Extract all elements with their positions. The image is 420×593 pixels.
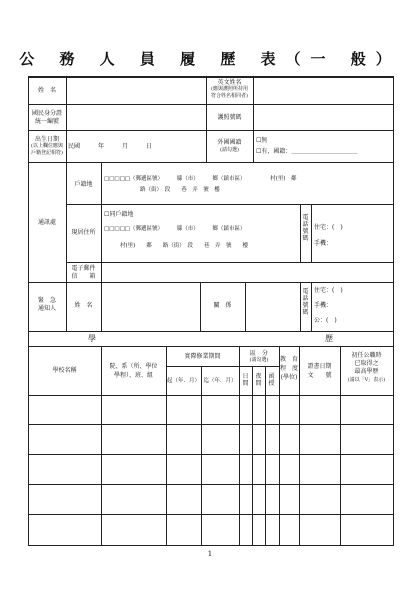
english-name-field[interactable] [254,77,392,103]
birth-value[interactable]: 民國 年 月 日 [68,143,153,150]
english-name-label-1: 英文姓名 [217,79,242,86]
col-line [201,366,202,545]
education-left-char: 學 [88,334,96,343]
current-line-1[interactable]: □□□□□（郵遞區號） 縣（市） 鄉（鎮市區） [104,226,246,232]
page-number: 1 [207,550,213,558]
from-header: 起（年．月） [166,378,200,384]
current-line-2[interactable]: 村(里) 鄰 路（街） 段 巷 弄 號 樓 [120,243,249,249]
right-border [393,76,394,546]
name-label: 姓 名 [37,87,56,94]
address-label: 通訊處 [37,219,56,226]
correspondence-header: 函授 [268,373,275,387]
passport-field[interactable] [254,105,392,129]
email-label-1: 電子郵件 [71,265,96,272]
col-line [311,204,312,262]
id-label-2: 統一編號 [34,118,59,125]
category-header-2: (請勾選) [249,357,269,363]
same-as-household-checkbox[interactable]: ☐同戶籍地 [104,211,134,218]
school-name-header: 學校名稱 [52,367,77,374]
office-phone-2[interactable]: 公：( ) [314,317,337,324]
home-phone-2[interactable]: 住宅：( ) [314,287,343,294]
category-header-1: 區 分 [249,350,268,357]
col-line [300,282,301,331]
highest-header-3: 最高學歷 [354,368,379,375]
row-line [28,282,394,283]
row-line [28,162,394,163]
name-field[interactable] [67,77,205,103]
form-title: 公 務 人 員 履 歷 表（一 般） [19,50,401,68]
id-field[interactable] [67,105,205,129]
row-line [66,204,393,205]
row-line [28,395,394,396]
highest-header-2: 已取得之 [354,360,379,367]
cert-header-2: 文 號 [307,372,332,379]
degree-header-2: 程 度 [279,365,298,372]
emergency-name-label: 姓 名 [74,302,93,309]
col-line [252,366,253,545]
household-line-1[interactable]: □□□□□（郵遞區號） 縣（市） 鄉（鎮市區） 村(里) 鄰 [104,176,297,182]
email-field[interactable] [102,263,392,281]
highest-header-4: (請以「V」表示) [347,377,386,383]
emergency-label-1: 緊 急 [37,297,56,304]
english-name-label-2: (應與護照所持用 [211,86,248,92]
relation-label: 關 係 [213,302,232,309]
col-line [239,346,240,545]
col-line [101,162,102,331]
phone2-label: 電話號碼 [302,288,309,316]
id-label-1: 國民身分證 [31,110,62,117]
to-header: 迄（年．月） [203,378,237,384]
col-line [166,346,167,545]
col-line [300,204,301,262]
night-header: 夜間 [255,373,262,387]
col-line [265,366,266,545]
day-header: 日間 [242,373,249,387]
row-line [28,331,394,332]
degree-header-3: (學位) [280,374,298,381]
bottom-border [28,545,394,546]
passport-label: 護照號碼 [217,114,242,121]
row-line [28,484,394,485]
emergency-label-2: 通知人 [37,305,56,312]
row-line [166,366,279,367]
birth-label-3: 戶籍登記相符) [31,150,63,156]
household-label: 戶籍地 [74,181,93,188]
birth-label-2: (以上欄位應與 [31,143,63,149]
row-line [28,130,394,131]
dept-header-1: 院、系（所、學位 [109,363,158,370]
foreign-yes-checkbox[interactable]: ☐有，國籍：＿＿＿＿＿＿＿＿＿＿＿ [256,148,358,155]
highest-header-1: 初任公職時 [351,352,382,359]
foreign-none-checkbox[interactable]: ☐無 [256,137,268,144]
home-phone[interactable]: 住宅：( ) [314,224,343,231]
degree-header-1: 教 育 [279,356,298,363]
col-line [340,346,341,545]
mobile-phone-2[interactable]: 手機： [314,302,333,309]
foreign-label-1: 外國國籍 [217,139,242,146]
foreign-label-2: (請勾選) [220,147,239,153]
education-right-char: 歷 [325,334,333,343]
email-label-2: 信 箱 [71,273,96,280]
row-line [28,424,394,425]
household-line-2[interactable]: 路（街） 段 巷 弄 號 樓 [140,187,220,193]
dept-header-2: 學程）、班、組 [113,372,153,379]
current-address-label: 現居住所 [71,229,96,236]
cert-header-1: 證書日期 [307,363,332,370]
mobile-phone[interactable]: 手機： [314,240,333,247]
col-line [245,282,246,331]
birth-label-1: 出生日期 [34,136,59,143]
english-name-label-3: 符合姓名相同者) [211,93,248,99]
row-line [28,514,394,515]
phone-label: 電話號碼 [302,214,309,242]
col-line [311,282,312,331]
row-line [28,454,394,455]
period-header: 實際修業期間 [184,353,221,360]
